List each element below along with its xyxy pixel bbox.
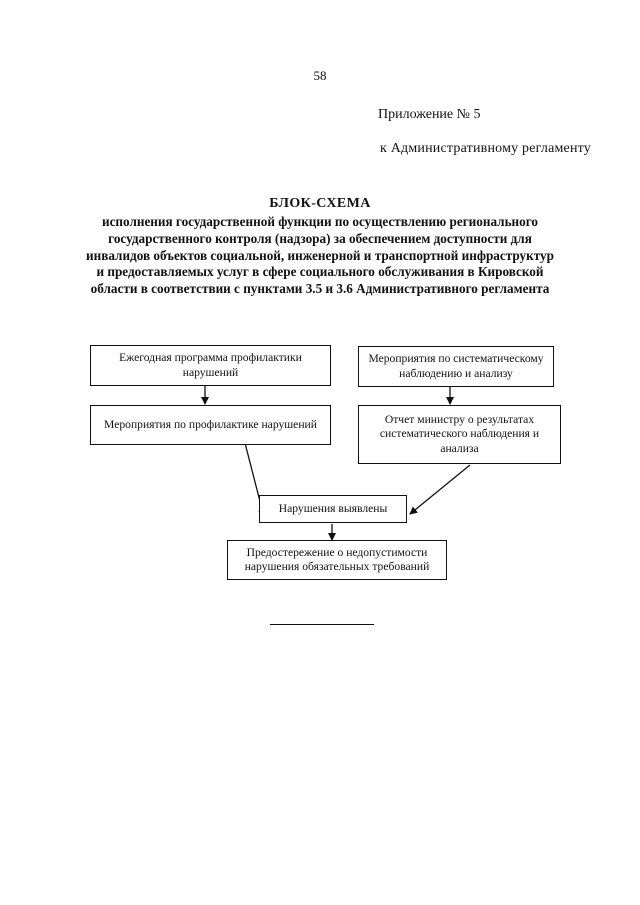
box-prevention-measures: Мероприятия по профилактике нарушений: [90, 405, 331, 445]
box-violations-found: Нарушения выявлены: [259, 495, 407, 523]
flowchart-subtitle: исполнения государственной функции по осуществлению регионального государственного контроля (надзора) за обеспечением доступности для инвалидов объектов социальной, инженерной и транспортной инфраструктур и предоставляемых услуг в сфере социального обслуживания в Кировской области в соответствии с пунктами 3.5 и 3.6 Административного регламента: [86, 214, 554, 297]
closing-divider-line: [270, 624, 374, 625]
appendix-title: Приложение № 5: [378, 107, 481, 122]
box-systematic-monitoring: Мероприятия по систематическому наблюдению и анализу: [358, 346, 554, 387]
box-warning-inadmissibility: Предостережение о недопустимости нарушения обязательных требований: [227, 540, 447, 580]
flowchart-title: БЛОК-СХЕМА: [269, 196, 371, 211]
appendix-reference: к Административному регламенту: [380, 141, 591, 156]
box-annual-prevention-program: Ежегодная программа профилактики нарушений: [90, 345, 331, 386]
box-report-to-minister: Отчет министру о результатах систематического наблюдения и анализа: [358, 405, 561, 464]
arrow-report-to-violations: [410, 465, 470, 514]
page-number: 58: [313, 68, 327, 83]
